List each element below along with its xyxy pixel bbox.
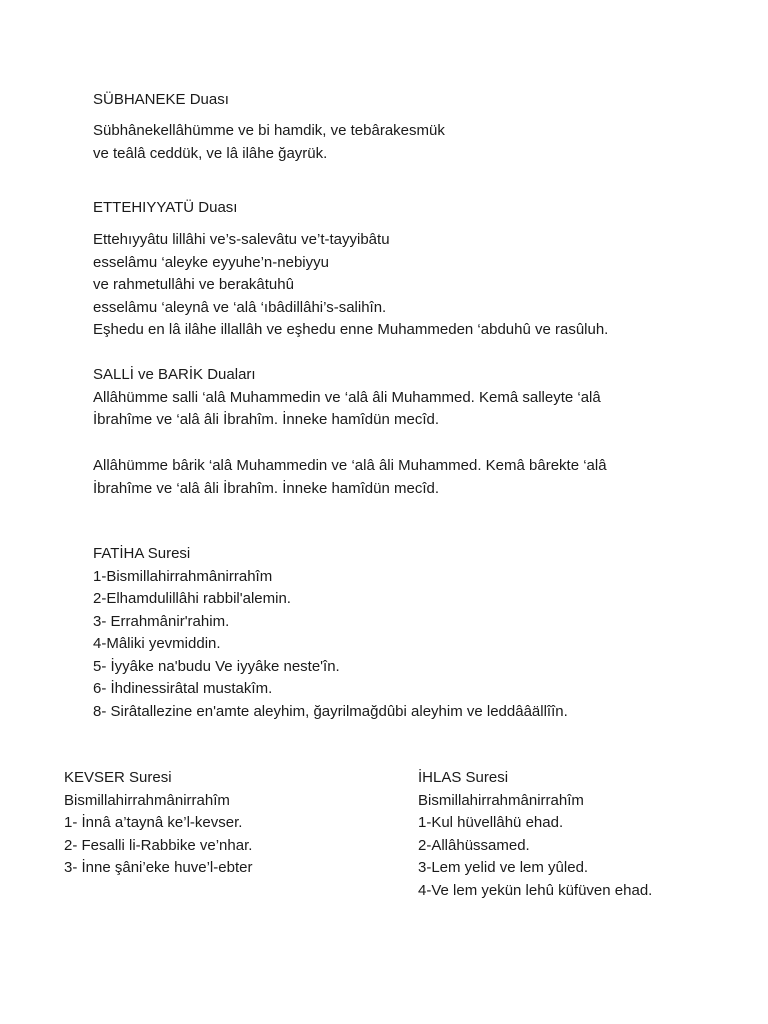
subhaneke-line: ve teâlâ ceddük, ve lâ ilâhe ğayrük.	[93, 144, 328, 162]
salli-line: İbrahîme ve ‘alâ âli İbrahîm. İnneke hamîdün mecîd.	[93, 411, 440, 428]
ettehiyyatu-section-heading	[93, 197, 237, 219]
ettehiyyatu-line: Eşhedu en lâ ilâhe illallâh ve eşhedu enne Muhammeden ‘abduhû ve rasûluh.	[93, 321, 609, 338]
fatiha-verse: 6- İhdinessirâtal mustakîm.	[93, 680, 273, 697]
fatiha-verse: 2-Elhamdulillâhi rabbil'alemin.	[93, 590, 291, 607]
kevser-section	[64, 767, 252, 880]
fatiha-verse: 5- İyyâke na'budu Ve iyyâke neste'în.	[93, 657, 340, 675]
ettehiyyatu-title: ETTEHIYYATÜ Duası	[93, 199, 238, 216]
ihlas-verse: 4-Ve lem yekün lehû küfüven ehad.	[418, 881, 653, 899]
barik-prayer-text	[93, 455, 607, 500]
subhaneke-title: SÜBHANEKE Duası	[93, 91, 229, 108]
ihlas-verse: 3-Lem yelid ve lem yûled.	[418, 859, 589, 876]
kevser-verse: 3- İnne şâni’eke huve’l-ebter	[64, 859, 253, 876]
ihlas-section	[418, 767, 652, 902]
salli-barik-title: SALLİ ve BARİK Duaları	[93, 366, 256, 383]
salli-prayer-section	[93, 364, 601, 432]
ihlas-verse: 1-Kul hüvellâhü ehad.	[418, 814, 564, 831]
kevser-verse: 1- İnnâ a’taynâ ke’l-kevser.	[64, 814, 243, 831]
ihlas-verse: Bismillahirrahmânirrahîm	[418, 791, 584, 809]
ettehiyyatu-line: Ettehıyyâtu lillâhi ve’s-salevâtu ve’t-tayyibâtu	[93, 231, 390, 248]
ihlas-verse: 2-Allâhüssamed.	[418, 836, 530, 854]
fatiha-verse: 3- Errahmânir'rahim.	[93, 612, 230, 630]
ihlas-title: İHLAS Suresi	[418, 769, 509, 786]
fatiha-verse: 8- Sirâtallezine en'amte aleyhim, ğayrilmağdûbi aleyhim ve leddââällîîn.	[93, 702, 568, 720]
fatiha-verse: 4-Mâliki yevmiddin.	[93, 635, 221, 652]
kevser-title: KEVSER Suresi	[64, 769, 172, 786]
ettehiyyatu-prayer-text	[93, 229, 608, 342]
barik-line: İbrahîme ve ‘alâ âli İbrahîm. İnneke hamîdün mecîd.	[93, 479, 440, 497]
salli-line: Allâhümme salli ‘alâ Muhammedin ve ‘alâ âli Muhammed. Kemâ salleyte ‘alâ	[93, 388, 601, 406]
ettehiyyatu-line: ve rahmetullâhi ve berakâtuhû	[93, 276, 294, 293]
ettehiyyatu-line: esselâmu ‘aleynâ ve ‘alâ ‘ıbâdillâhi’s-salihîn.	[93, 298, 387, 316]
kevser-verse: Bismillahirrahmânirrahîm	[64, 791, 230, 809]
fatiha-title: FATİHA Suresi	[93, 545, 191, 562]
fatiha-verse: 1-Bismillahirrahmânirrahîm	[93, 567, 273, 585]
ettehiyyatu-line: esselâmu ‘aleyke eyyuhe’n-nebiyyu	[93, 253, 329, 271]
subhaneke-line: Sübhânekellâhümme ve bi hamdik, ve tebârakesmük	[93, 122, 445, 139]
kevser-verse: 2- Fesalli li-Rabbike ve’nhar.	[64, 836, 253, 854]
subhaneke-section-heading	[93, 89, 229, 111]
barik-line: Allâhümme bârik ‘alâ Muhammedin ve ‘alâ âli Muhammed. Kemâ bârekte ‘alâ	[93, 457, 607, 474]
fatiha-section	[93, 543, 568, 723]
subhaneke-prayer-text	[93, 120, 445, 165]
